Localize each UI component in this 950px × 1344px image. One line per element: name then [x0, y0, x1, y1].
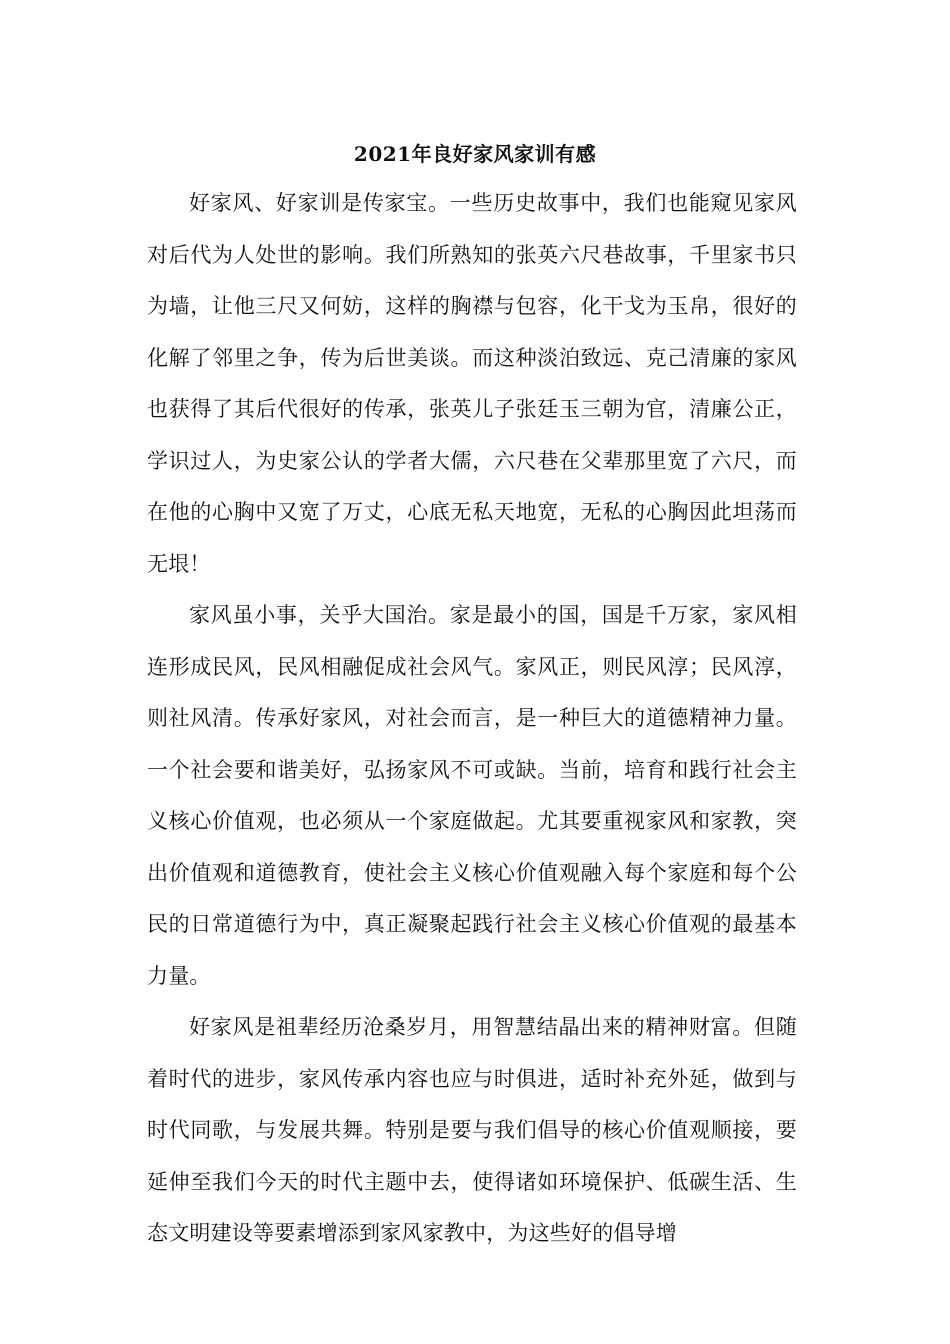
- paragraph-2: 家风虽小事，关乎大国治。家是最小的国，国是千万家，家风相连形成民风，民风相融促成社会风气。家风正，则民风淳；民风淳，则社风清。传承好家风，对社会而言，是一种巨大的道德精神力量。一个社会要和谐美好，弘扬家风不可或缺。当前，培育和践行社会主义核心价值观，也必须从一个家庭做起。尤其要重视家风和家教，突出价值观和道德教育，使社会主义核心价值观融入每个家庭和每个公民的日常道德行为中，真正凝聚起践行社会主义核心价值观的最基本力量。: [147, 603, 797, 988]
- document-body: [147, 178, 797, 1260]
- document-title: 2021年良好家风家训有感: [353, 142, 597, 166]
- paragraph-1: 好家风、好家训是传家宝。一些历史故事中，我们也能窥见家风对后代为人处世的影响。我们所熟知的张英六尺巷故事，千里家书只为墙，让他三尺又何妨，这样的胸襟与包容，化干戈为玉帛，很好的化解了邻里之争，传为后世美谈。而这种淡泊致远、克己清廉的家风也获得了其后代很好的传承，张英儿子张廷玉三朝为官，清廉公正，学识过人，为史家公认的学者大儒，六尺巷在父辈那里宽了六尺，而在他的心胸中又宽了万丈，心底无私天地宽，无私的心胸因此坦荡而无垠！: [147, 191, 797, 576]
- paragraph-3: 好家风是祖辈经历沧桑岁月，用智慧结晶出来的精神财富。但随着时代的进步，家风传承内容也应与时俱进，适时补充外延，做到与时代同歌，与发展共舞。特别是要与我们倡导的核心价值观顺接，要延伸至我们今天的时代主题中去，使得诸如环境保护、低碳生活、生态文明建设等要素增添到家风家教中，为这些好的倡导增: [147, 1015, 797, 1245]
